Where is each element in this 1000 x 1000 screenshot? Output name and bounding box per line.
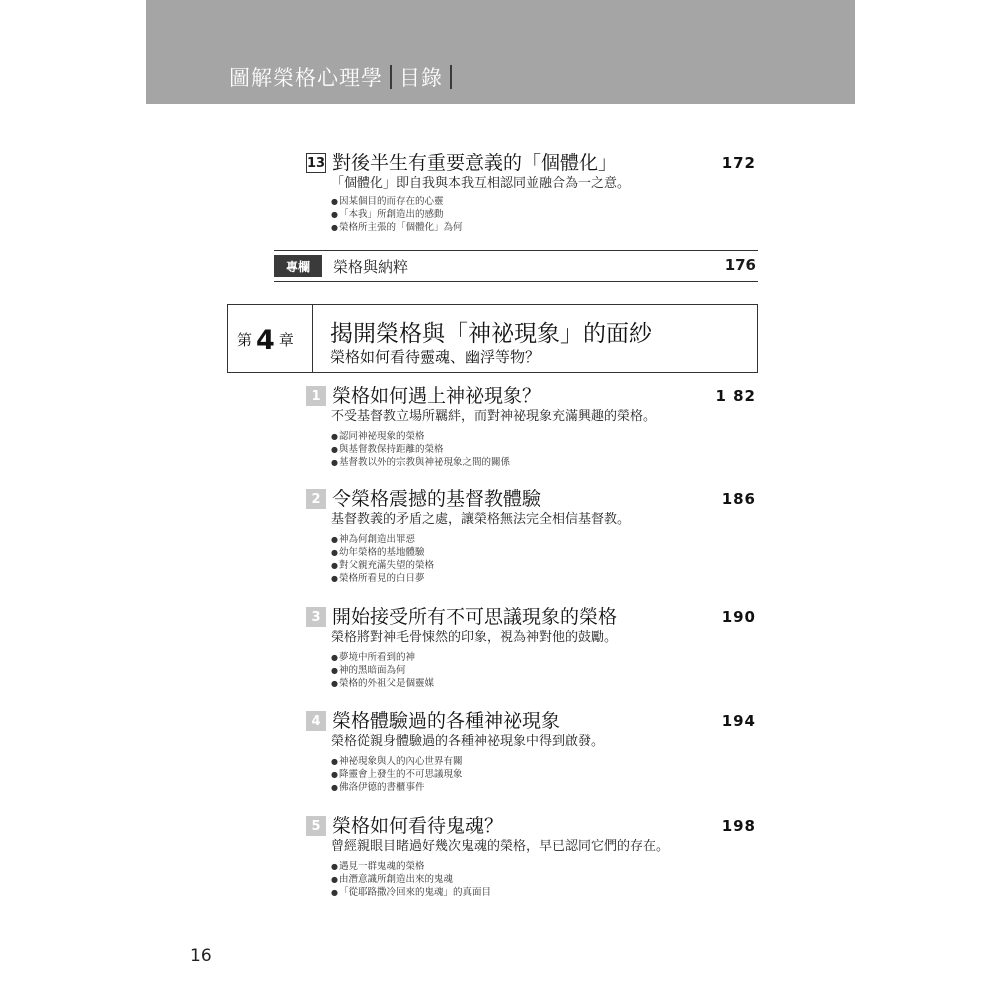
bullet-item: ● 與基督教保持距離的榮格 [331, 443, 510, 456]
bullet-item: ● 對父親充滿失望的榮格 [331, 559, 434, 572]
chapter-header [227, 304, 758, 373]
entry-number-badge: 4 [306, 711, 326, 731]
entry-number-badge: 3 [306, 607, 326, 627]
entry-bullets [331, 195, 463, 234]
entry-bullets [331, 860, 491, 899]
entry-title: 開始接受所有不可思議現象的榮格 [332, 606, 618, 628]
chapter-prefix: 第 [237, 331, 253, 349]
bullet-item: ● 降靈會上發生的不可思議現象 [331, 768, 463, 781]
column-badge: 專欄 [274, 255, 322, 277]
entry-bullets [331, 430, 510, 469]
page-number: 16 [190, 946, 212, 966]
bullet-item: ● 「從耶路撒冷回來的鬼魂」的真面目 [331, 886, 491, 899]
entry-bullets [331, 755, 463, 794]
chapter-subtitle: 榮格如何看待靈魂、幽浮等物？ [330, 348, 541, 366]
entry-page: 198 [721, 817, 756, 835]
entry-page: 194 [721, 712, 756, 730]
entry-number-badge: 1 [306, 386, 326, 406]
entry-bullets [331, 533, 434, 585]
entry-number-box: 13 [306, 153, 326, 173]
entry-title: 對後半生有重要意義的「個體化」 [332, 152, 618, 174]
section-title: 目錄 [399, 66, 443, 90]
chapter-divider [312, 304, 313, 373]
bullet-item: ● 榮格所主張的「個體化」為何 [331, 221, 463, 234]
entry-page: 1 82 [715, 387, 756, 405]
entry-title: 榮格如何遇上神祕現象？ [332, 385, 542, 407]
bullet-item: ● 基督教以外的宗教與神祕現象之間的關係 [331, 456, 510, 469]
bullet-item: ● 神的黑暗面為何 [331, 664, 434, 677]
bullet-item: ● 遇見一群鬼魂的榮格 [331, 860, 491, 873]
entry-page: 190 [721, 608, 756, 626]
bullet-item: ● 幼年榮格的基地體驗 [331, 546, 434, 559]
entry-title: 榮格如何看待鬼魂？ [332, 815, 504, 837]
entry-title: 令榮格震撼的基督教體驗 [332, 488, 542, 510]
chapter-label [237, 325, 294, 356]
header-title [229, 62, 459, 92]
bullet-item: ● 榮格的外祖父是個靈媒 [331, 677, 434, 690]
entry-bullets [331, 651, 434, 690]
bullet-item: ● 因某個目的而存在的心靈 [331, 195, 463, 208]
entry-subtitle: 曾經親眼目睹過好幾次鬼魂的榮格，早已認同它們的存在。 [331, 839, 670, 854]
header-separator-end [450, 65, 452, 89]
bullet-item: ● 佛洛伊德的書櫃事件 [331, 781, 463, 794]
header-band [146, 0, 855, 104]
entry-title: 榮格體驗過的各種神祕現象 [332, 710, 561, 732]
entry-subtitle: 不受基督教立場所羈絆，而對神祕現象充滿興趣的榮格。 [331, 409, 657, 424]
bullet-item: ● 夢境中所看到的神 [331, 651, 434, 664]
bullet-item: ● 榮格所看見的白日夢 [331, 572, 434, 585]
bullet-item: ● 神為何創造出罪惡 [331, 533, 434, 546]
entry-subtitle: 榮格將對神毛骨悚然的印象，視為神對他的鼓勵。 [331, 630, 618, 645]
entry-subtitle: 「個體化」即自我與本我互相認同並融合為一之意。 [331, 176, 631, 191]
bullet-item: ● 「本我」所創造出的感動 [331, 208, 463, 221]
column-title: 榮格與納粹 [333, 258, 409, 276]
bullet-item: ● 由潛意識所創造出來的鬼魂 [331, 873, 491, 886]
column-page: 176 [724, 256, 756, 274]
entry-page: 172 [721, 154, 756, 172]
bullet-item: ● 神祕現象與人的內心世界有關 [331, 755, 463, 768]
book-title: 圖解榮格心理學 [229, 66, 383, 90]
header-separator [390, 65, 392, 89]
chapter-suffix: 章 [278, 331, 294, 349]
entry-number-badge: 2 [306, 489, 326, 509]
entry-page: 186 [721, 490, 756, 508]
column-entry[interactable] [274, 250, 758, 282]
chapter-number: 4 [256, 325, 275, 356]
bullet-item: ● 認同神祕現象的榮格 [331, 430, 510, 443]
chapter-title: 揭開榮格與「神祕現象」的面紗 [330, 321, 652, 347]
entry-subtitle: 基督教義的矛盾之處，讓榮格無法完全相信基督教。 [331, 512, 631, 527]
entry-number-badge: 5 [306, 816, 326, 836]
entry-subtitle: 榮格從親身體驗過的各種神祕現象中得到啟發。 [331, 734, 605, 749]
